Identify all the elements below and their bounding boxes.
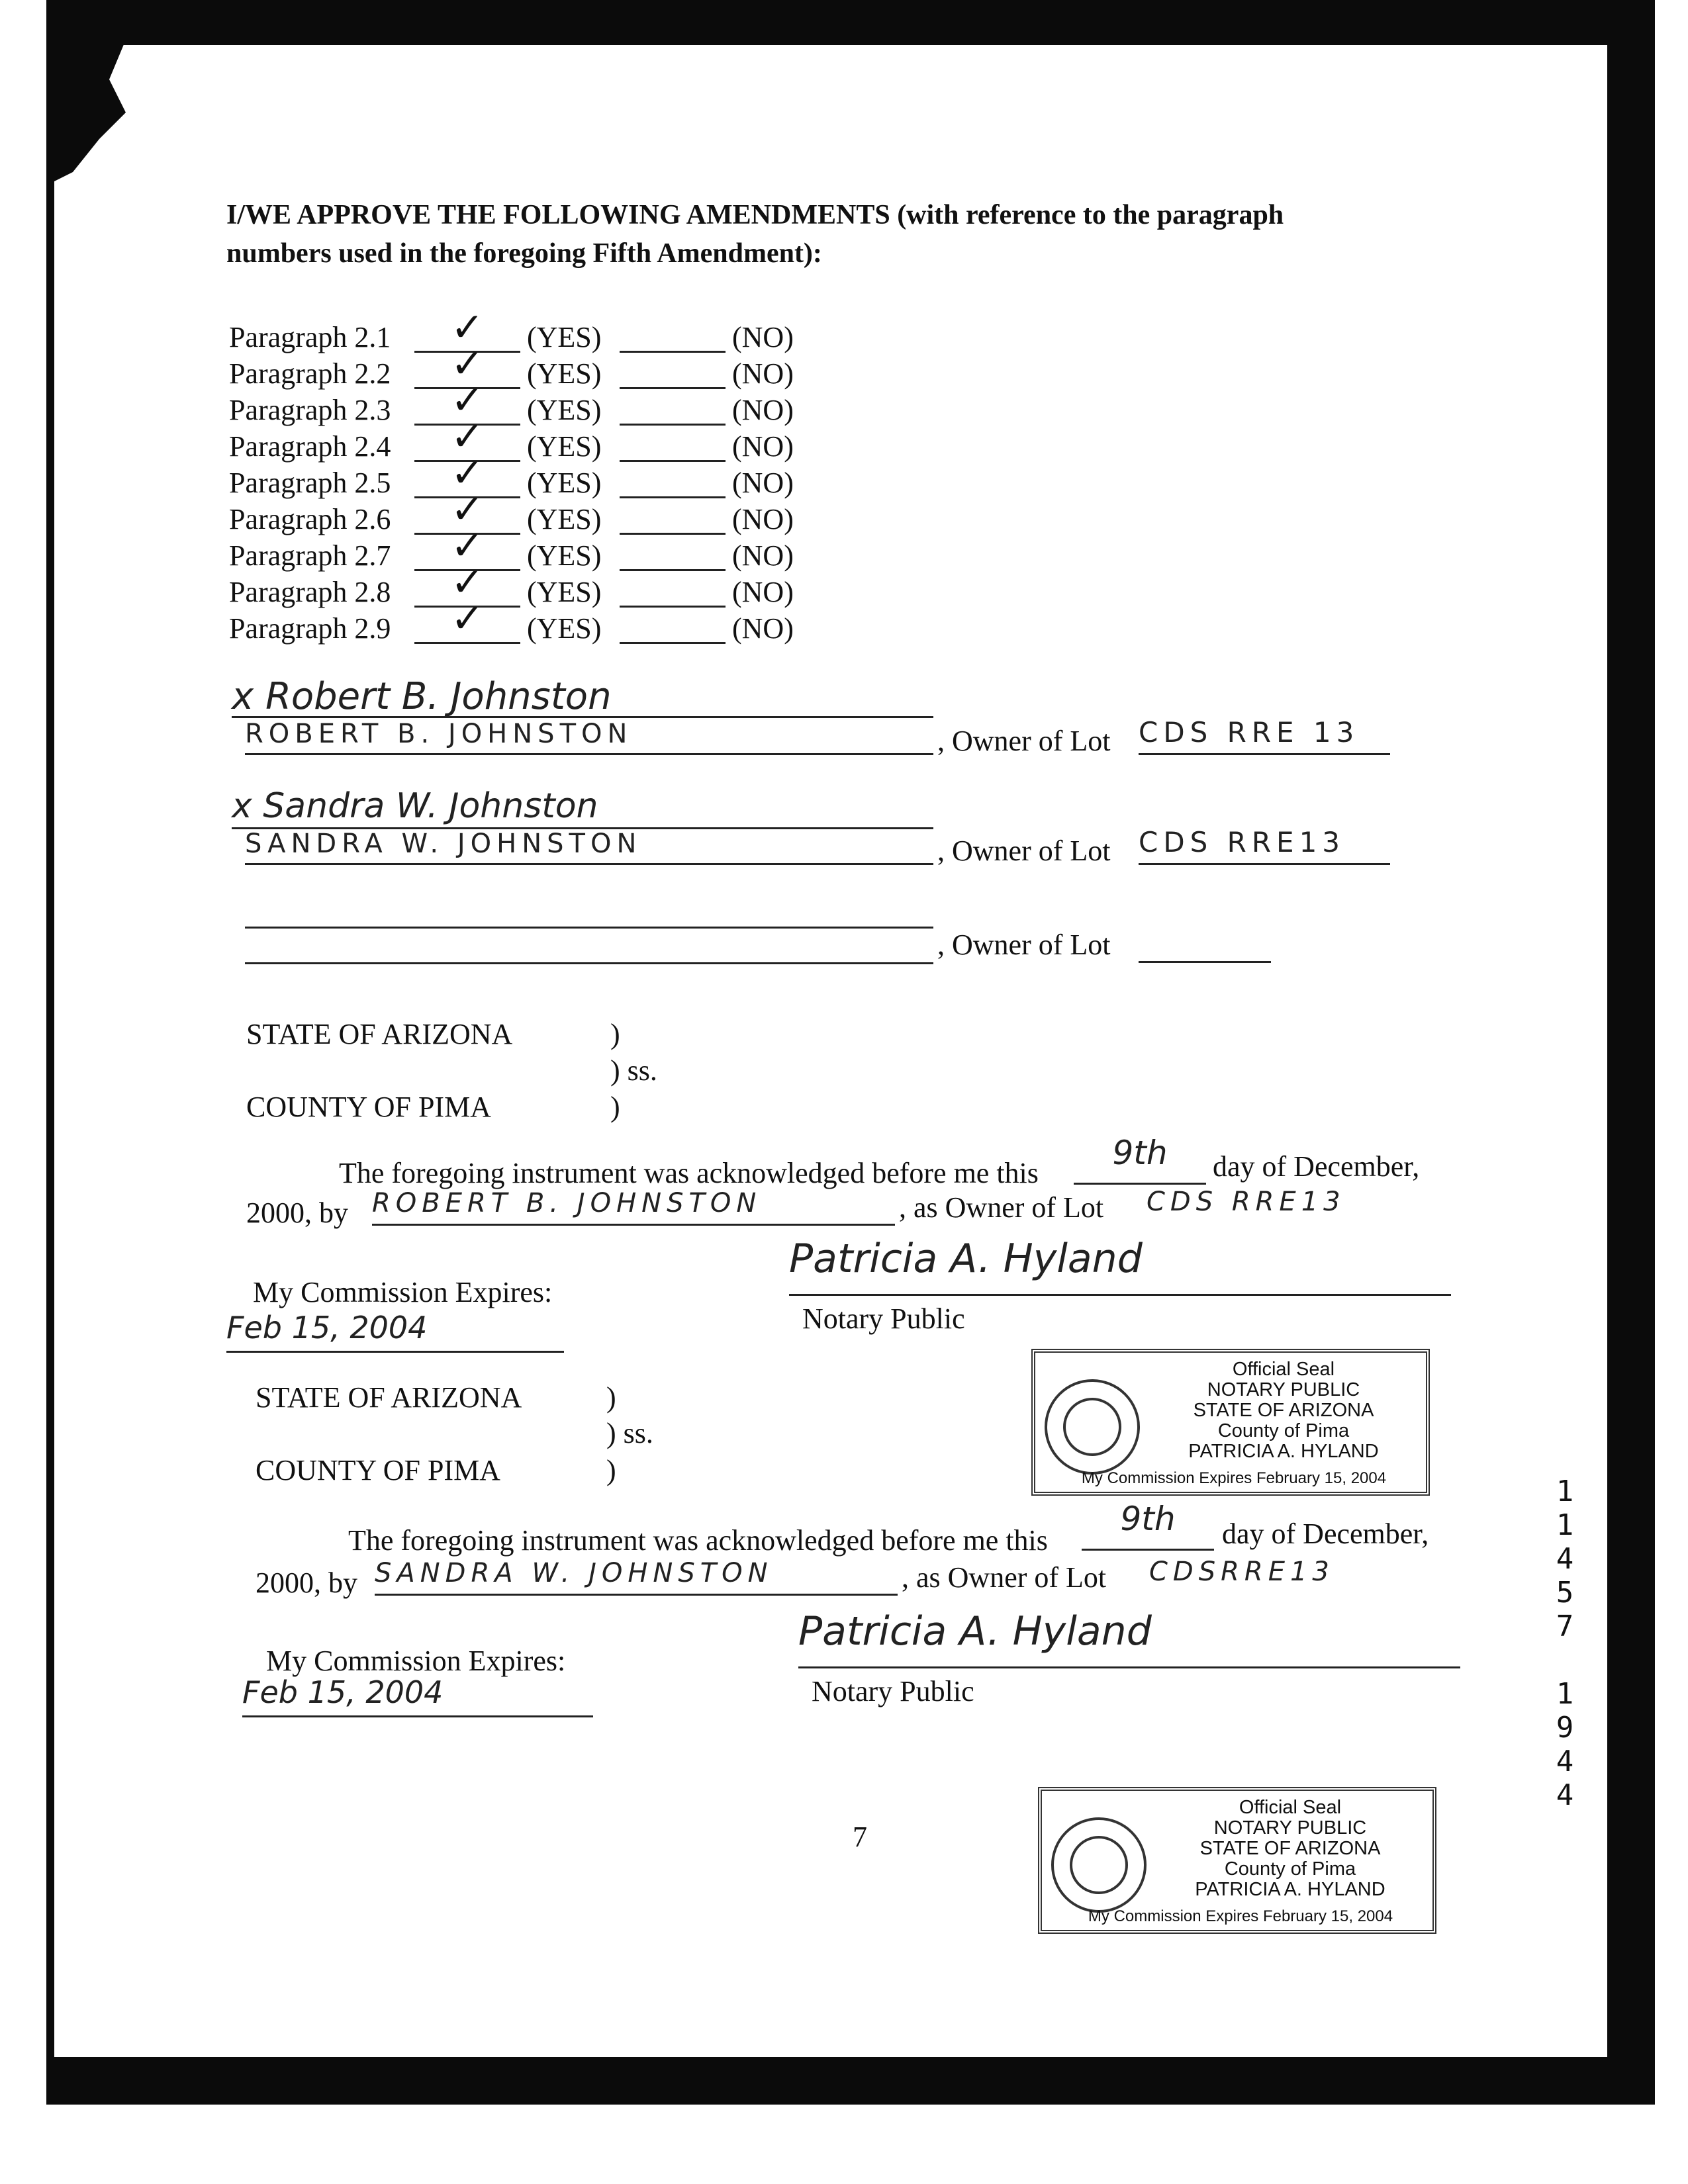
scan-border-right [1607,0,1655,2105]
yes-label: (YES) [527,321,602,353]
yes-label: (YES) [527,539,602,572]
no-checkbox[interactable] [620,465,726,498]
checkmark-icon: ✓ [450,379,485,422]
as-owner-label: , as Owner of Lot [902,1561,1107,1594]
paragraph-label: Paragraph 2.5 [229,467,391,499]
no-checkbox[interactable] [620,501,726,535]
no-label: (NO) [732,394,794,426]
seal-expiry: My Commission Expires February 15, 2004 [1081,1469,1387,1487]
yes-label: (YES) [527,394,602,426]
owner-lot-number[interactable] [1139,927,1271,963]
paragraph-label: Paragraph 2.6 [229,503,391,535]
no-checkbox[interactable] [620,610,726,644]
yes-checkbox[interactable] [414,597,520,644]
year-by-label: 2000, by [246,1197,348,1229]
paragraph-row [229,415,891,465]
yes-label: (YES) [527,576,602,608]
owner-printed-name[interactable] [245,929,933,964]
acknowledged-lot[interactable]: CDSRRE13 [1149,1557,1335,1587]
owner-signature-line[interactable]: x Robert B. Johnston [232,675,933,718]
bracket: ) [610,1091,620,1123]
no-checkbox[interactable] [620,355,726,389]
no-label: (NO) [732,576,794,608]
checkmark-icon: ✓ [450,524,485,568]
no-label: (NO) [732,321,794,353]
acknowledgment-month: day of December, [1213,1150,1420,1183]
acknowledged-name[interactable]: SANDRA W. JOHNSTON [375,1555,898,1596]
arizona-seal-icon [1051,1817,1147,1913]
notary-signature[interactable]: Patricia A. Hyland [789,1241,1451,1296]
acknowledged-name[interactable]: ROBERT B. JOHNSTON [372,1185,895,1226]
acknowledgment-month: day of December, [1222,1518,1429,1550]
paragraph-label: Paragraph 2.4 [229,430,391,463]
paragraph-row [229,524,891,574]
yes-label: (YES) [527,612,602,645]
paragraph-row [229,561,891,610]
notary-signature[interactable]: Patricia A. Hyland [798,1614,1460,1668]
notary-seal [1038,1787,1436,1934]
page-number: 7 [853,1821,867,1853]
yes-label: (YES) [527,357,602,390]
no-label: (NO) [732,357,794,390]
owner-of-lot-label: , Owner of Lot [937,835,1111,867]
checkmark-icon: ✓ [450,561,485,604]
seal-expiry: My Commission Expires February 15, 2004 [1088,1907,1393,1925]
commission-expires-date[interactable]: Feb 15, 2004 [226,1310,564,1353]
scan-border-left [46,0,54,2105]
owner-printed-name[interactable]: SANDRA W. JOHNSTON [245,829,933,865]
bracket: ) [606,1454,616,1486]
no-label: (NO) [732,503,794,535]
owner-signatures [232,675,1423,979]
paragraph-row [229,342,891,392]
paragraph-row [229,488,891,537]
yes-label: (YES) [527,503,602,535]
acknowledgment-day[interactable]: 9th [1074,1135,1206,1185]
seal-text: Official Seal NOTARY PUBLIC STATE OF ARIZONA County of Pima PATRICIA A. HYLAND [1195,1797,1385,1900]
no-label: (NO) [732,430,794,463]
no-label: (NO) [732,467,794,499]
amendments-heading [226,196,1484,273]
scan-border-top [46,0,1655,45]
paragraph-label: Paragraph 2.2 [229,357,391,390]
acknowledgment-2 [242,1369,1513,1713]
yes-label: (YES) [527,467,602,499]
owner-of-lot-label: , Owner of Lot [937,725,1111,757]
acknowledgment-text: The foregoing instrument was acknowledged before me this [348,1524,1048,1557]
paragraph-row [229,451,891,501]
torn-corner-shape [46,40,132,192]
paragraph-row [229,379,891,428]
owner-of-lot-label: , Owner of Lot [937,929,1111,961]
paragraph-row [229,597,891,647]
state-label: STATE OF ARIZONA [246,1018,513,1050]
county-label: COUNTY OF PIMA [246,1091,491,1123]
seal-text: Official Seal NOTARY PUBLIC STATE OF ARIZONA County of Pima PATRICIA A. HYLAND [1188,1359,1379,1462]
acknowledgment-day[interactable]: 9th [1082,1501,1214,1551]
checkmark-icon: ✓ [450,306,485,349]
state-label: STATE OF ARIZONA [256,1381,522,1414]
acknowledgment-text: The foregoing instrument was acknowledged before me this [339,1157,1039,1189]
scan-border-bottom [46,2057,1655,2105]
as-owner-label: , as Owner of Lot [899,1191,1104,1224]
county-label: COUNTY OF PIMA [256,1454,500,1486]
ss-label: ) ss. [606,1417,653,1449]
paragraph-label: Paragraph 2.1 [229,321,391,353]
checkmark-icon: ✓ [450,597,485,641]
owner-signature-line[interactable]: x Sandra W. Johnston [232,786,933,829]
notary-public-label: Notary Public [812,1675,974,1707]
no-checkbox[interactable] [620,392,726,426]
yes-label: (YES) [527,430,602,463]
paragraph-approval-list [229,306,891,647]
bracket: ) [610,1018,620,1050]
paragraph-label: Paragraph 2.3 [229,394,391,426]
heading-line-1: I/WE APPROVE THE FOLLOWING AMENDMENTS (with reference to the paragraph [226,200,1284,230]
commission-label: My Commission Expires: [253,1276,553,1308]
checkmark-icon: ✓ [450,415,485,459]
checkmark-icon: ✓ [450,488,485,531]
owner-lot-number[interactable]: CDS RRE 13 [1139,716,1390,755]
commission-label: My Commission Expires: [266,1645,566,1677]
paragraph-label: Paragraph 2.8 [229,576,391,608]
no-checkbox[interactable] [620,319,726,353]
owner-signature-line[interactable] [245,893,933,929]
recording-stamp: 1 1 4 5 7 1 9 4 4 [1556,1475,1574,1812]
no-label: (NO) [732,539,794,572]
heading-line-2: numbers used in the foregoing Fifth Amendment): [226,238,822,269]
owner-printed-name[interactable]: ROBERT B. JOHNSTON [245,719,933,755]
paragraph-row [229,306,891,355]
year-by-label: 2000, by [256,1567,357,1599]
checkmark-icon: ✓ [450,342,485,386]
no-checkbox[interactable] [620,428,726,462]
notary-public-label: Notary Public [802,1302,965,1335]
paragraph-label: Paragraph 2.9 [229,612,391,645]
commission-expires-date[interactable]: Feb 15, 2004 [242,1674,593,1717]
checkmark-icon: ✓ [450,451,485,495]
bracket: ) [606,1381,616,1414]
no-checkbox[interactable] [620,574,726,608]
ss-label: ) ss. [610,1054,657,1087]
no-checkbox[interactable] [620,537,726,571]
acknowledgment-1 [226,1016,1504,1360]
owner-lot-number[interactable]: CDS RRE13 [1139,826,1390,865]
acknowledged-lot[interactable]: CDS RRE13 [1147,1187,1346,1217]
paragraph-label: Paragraph 2.7 [229,539,391,572]
no-label: (NO) [732,612,794,645]
